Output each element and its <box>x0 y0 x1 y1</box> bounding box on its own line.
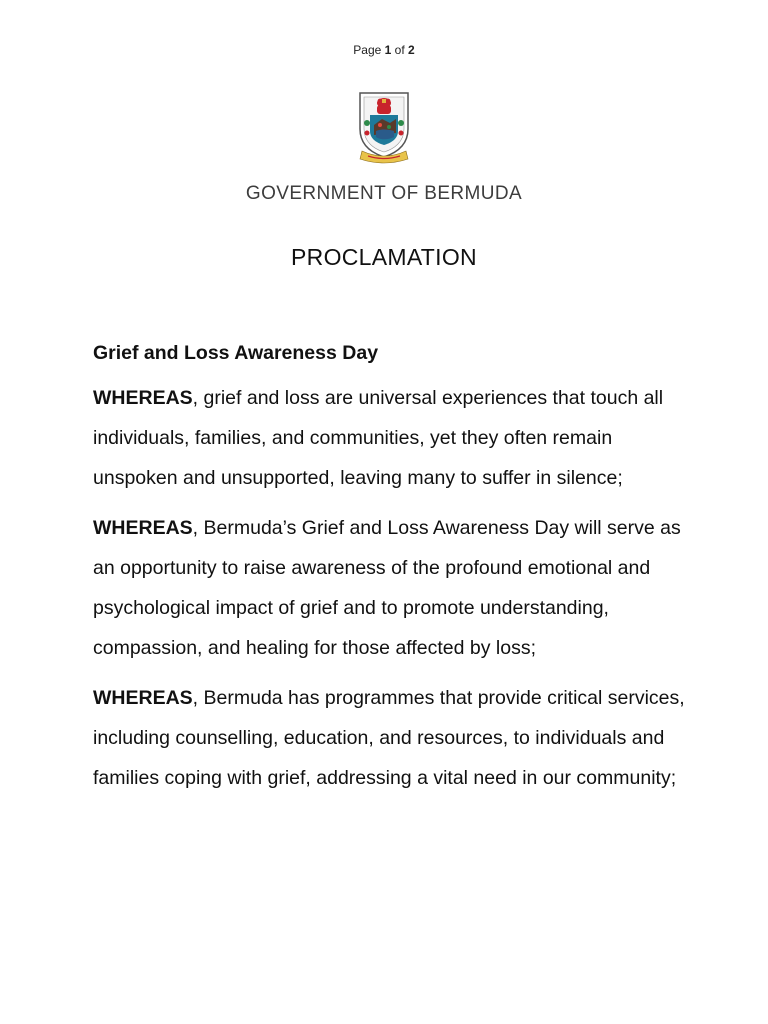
whereas-paragraph-1 <box>93 378 693 498</box>
whereas-lead: WHEREAS <box>93 687 193 709</box>
document-body <box>93 338 693 808</box>
whereas-paragraph-3 <box>93 678 693 798</box>
government-header <box>200 85 568 209</box>
page-indicator <box>0 43 768 57</box>
whereas-lead: WHEREAS <box>93 387 193 409</box>
paragraph-text: , Bermuda has programmes that provide critical services, including counselling, education, and resources, to individuals and families coping with grief, addressing a vital need in our community; <box>93 687 685 789</box>
document-subtitle: Grief and Loss Awareness Day <box>93 342 379 364</box>
paragraph-text: , grief and loss are universal experiences that touch all individuals, families, and communities, yet they often remain unspoken and unsupported, leaving many to suffer in silence; <box>93 387 664 489</box>
page-total: 2 <box>408 43 415 57</box>
whereas-paragraph-2 <box>93 508 693 668</box>
government-name: GOVERNMENT OF BERMUDA <box>245 183 523 204</box>
page-indicator-middle: of <box>391 43 409 57</box>
document-title: PROCLAMATION <box>291 244 477 270</box>
paragraph-text: , Bermuda’s Grief and Loss Awareness Day will serve as an opportunity to raise awareness of the profound emotional and psychological impact of grief and to promote understanding, compassion, and healing for those affected by loss; <box>93 517 681 659</box>
coat-of-arms-icon <box>356 89 412 165</box>
page-indicator-prefix: Page <box>353 43 385 57</box>
whereas-lead: WHEREAS <box>93 517 193 539</box>
page-current: 1 <box>384 43 392 57</box>
